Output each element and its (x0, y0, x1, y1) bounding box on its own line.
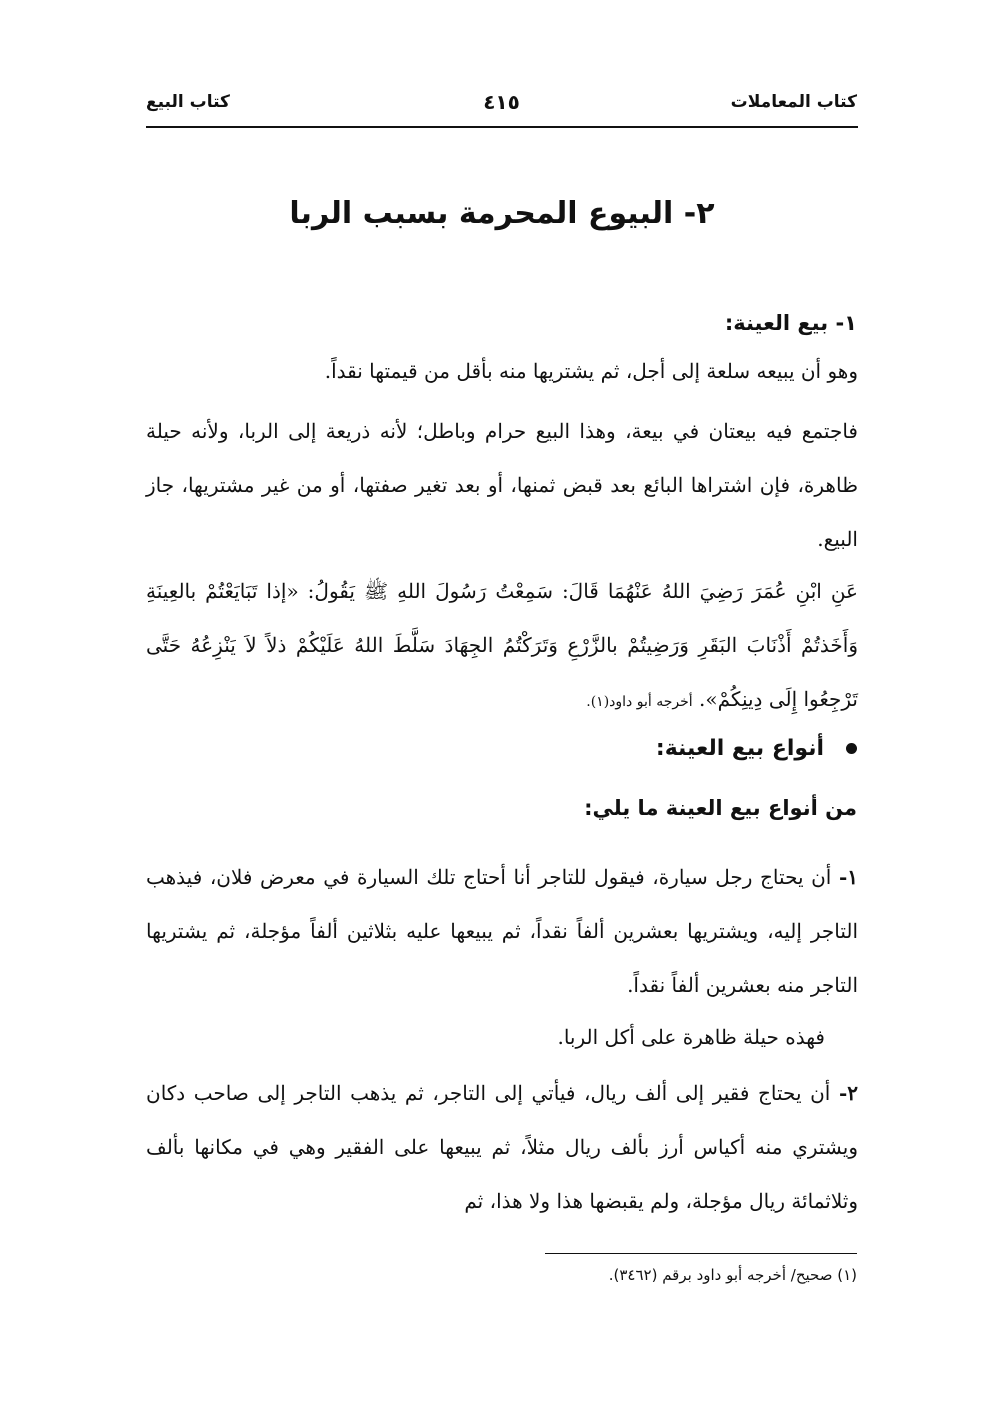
types-intro: من أنواع بيع العينة ما يلي: (584, 796, 857, 820)
hadith-block (146, 564, 858, 729)
running-header-book: كتاب المعاملات (730, 92, 857, 112)
list-item-text: أن يحتاج رجل سيارة، فيقول للتاجر أنا أحتاج تلك السيارة في معرض فلان، فيذهب التاجر إليه، ويشتريها بعشرين ألفاً نقداً، ثم يبيعها عليه بثلاثين ألفاً مؤجلة، ثم يشتريها التاجر منه بعشرين ألفاً نقداً. (146, 865, 858, 997)
paragraph-text: فاجتمع فيه بيعتان في بيعة، وهذا البيع حرام وباطل؛ لأنه ذريعة إلى الربا، ولأنه حيلة ظاهرة، فإن اشتراها البائع بعد قبض ثمنها، أو بعد تغير صفتها، أو من غير مشتريها، جاز البيع. (146, 419, 858, 551)
item1-definition (146, 344, 858, 398)
list-item (146, 1066, 858, 1228)
types-heading: أنواع بيع العينة: (655, 736, 824, 761)
hadith-source: أخرجه أبو داود(١). (586, 694, 693, 710)
item1-paragraph (146, 404, 858, 566)
list-item-paragraph (146, 850, 858, 1012)
page-number: ٤١٥ (483, 90, 520, 114)
item1-heading: ١- بيع العينة: (724, 311, 857, 335)
list-item-paragraph (146, 1066, 858, 1228)
section-title: ٢- البيوع المحرمة بسبب الربا (289, 196, 715, 231)
running-header-chapter: كتاب البيع (146, 92, 230, 112)
list-item-text: أن يحتاج فقير إلى ألف ريال، فيأتي إلى التاجر، ثم يذهب التاجر إلى صاحب دكان ويشتري منه أكياس أرز بألف ريال مثلاً، ثم يبيعها على الفقير وهي في مكانها بألف وثلاثمائة ريال مؤجلة، ولم يقبضها هذا ولا هذا، ثم (146, 1081, 858, 1213)
types-heading-row (656, 736, 857, 761)
list-item-number: ١- (838, 865, 858, 889)
list-item-note: فهذه حيلة ظاهرة على أكل الربا. (557, 1025, 825, 1049)
header-rule (146, 126, 858, 128)
definition-text: وهو أن يبيعه سلعة إلى أجل، ثم يشتريها منه بأقل من قيمتها نقداً. (324, 359, 858, 383)
bullet-icon (846, 743, 857, 754)
footnote: (١) صحيح/ أخرجه أبو داود برقم (٣٤٦٢). (608, 1266, 857, 1284)
list-item-number: ٢- (838, 1081, 858, 1105)
hadith-text: عَنِ ابْنِ عُمَرَ رَضِيَ اللهُ عَنْهُمَا قَالَ: سَمِعْتُ رَسُولَ اللهِ ﷺ يَقُولُ: «إذا تَبَايَعْتُمْ بالعِينَةِ وَأَخَذتُمْ أَذْنَابَ البَقَرِ وَرَضِيتُمْ بالزَّرْعِ وَتَرَكْتُمُ الجِهَادَ سَلَّطَ اللهُ عَلَيْكُمْ ذلاً لاَ يَنْزِعُهُ حَتَّى تَرْجِعُوا إِلَى دِينِكُمْ». (146, 579, 858, 711)
hadith-paragraph (146, 564, 858, 729)
footnote-rule (545, 1253, 857, 1254)
list-item (146, 850, 858, 1012)
